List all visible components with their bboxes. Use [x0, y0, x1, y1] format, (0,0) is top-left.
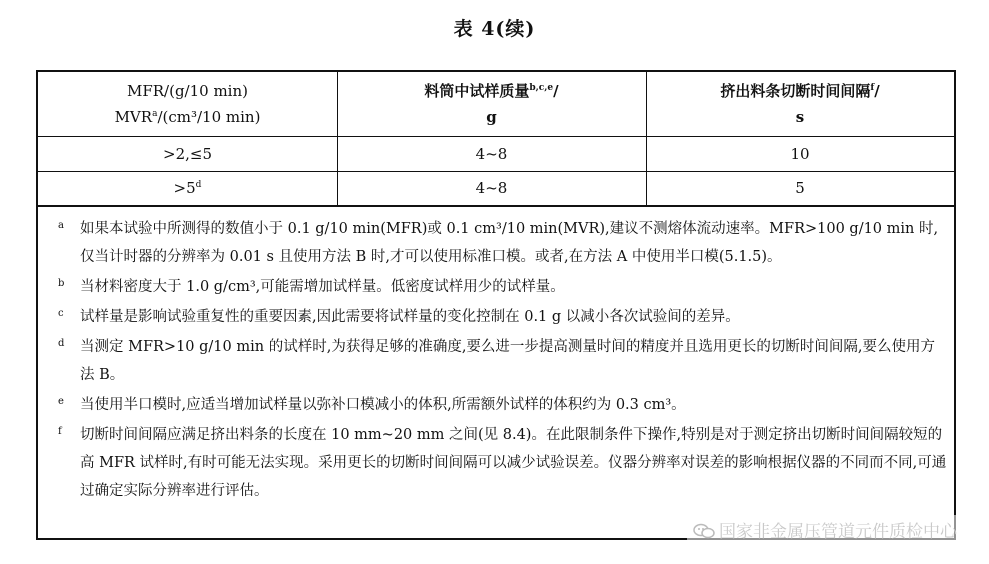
footnote-marker: f	[58, 426, 62, 437]
watermark	[687, 515, 963, 544]
table-row-1-mass: 4~8	[475, 145, 508, 163]
header-mass-line1: 料筒中试样质量$^{b,c,e}$/	[424, 82, 559, 100]
notes-divider	[38, 205, 954, 207]
footnote-text: 如果本试验中所测得的数值小于 0.1 g/10 min(MFR)或 0.1 cm³/10 min(MVR),建议不测熔体流动速率。MFR>100 g/10 min 时,仅当计时器的分辨率为 0.01 s 且使用方法 B 时,才可以使用标准口模。或者,在方法 A 中使用半口模(5.1.5)。	[80, 221, 939, 265]
wechat-icon	[693, 523, 715, 539]
table-row-1-interval: 10	[790, 145, 810, 163]
table-row-2-mass: 4~8	[475, 179, 508, 197]
footnote-marker: a	[58, 220, 64, 231]
header-cell-interval	[646, 78, 954, 130]
footnote-text: 试样量是影响试验重复性的重要因素,因此需要将试样量的变化控制在 0.1 g 以减小各次试验间的差异。	[80, 309, 740, 325]
footnote-d	[58, 333, 948, 389]
header-mfr-line1: MFR/(g/10 min)	[126, 82, 248, 100]
footnote-marker: b	[58, 278, 65, 289]
footnote-marker: c	[58, 308, 64, 319]
data-table	[36, 70, 956, 540]
header-interval-line1: 挤出料条切断时间间隔$^f$/	[720, 82, 880, 100]
header-divider	[38, 136, 954, 137]
footnote-text: 切断时间间隔应满足挤出料条的长度在 10 mm~20 mm 之间(见 8.4)。在此限制条件下操作,特别是对于测定挤出切断时间间隔较短的高 MFR 试样时,有时可能无法实现。采用更长的切断时间间隔可以减少试验误差。仪器分辨率对误差的影响根据仪器的不同而不同,可通过确定实际分辨率进行评估。	[80, 427, 947, 499]
header-cell-mass	[337, 78, 646, 130]
header-interval-unit: s	[795, 108, 805, 126]
header-cell-mfr	[38, 78, 337, 130]
row-divider	[38, 171, 954, 172]
footnote-b	[58, 273, 948, 301]
table-title: 表 4(续)	[453, 18, 536, 40]
footnote-marker: d	[58, 338, 65, 349]
footnote-f	[58, 421, 948, 505]
watermark-text: 国家非金属压管道元件质检中心	[719, 522, 957, 542]
header-mass-unit: g	[486, 108, 497, 126]
footnote-marker: e	[58, 396, 64, 407]
footnotes	[58, 215, 948, 507]
footnote-text: 当材料密度大于 1.0 g/cm³,可能需增加试样量。低密度试样用少的试样量。	[80, 279, 565, 295]
footnote-text: 当测定 MFR>10 g/10 min 的试样时,为获得足够的准确度,要么进一步提高测量时间的精度并且选用更长的切断时间间隔,要么使用方法 B。	[80, 339, 936, 383]
footnote-text: 当使用半口模时,应适当增加试样量以弥补口模减小的体积,所需额外试样的体积约为 0.3 cm³。	[80, 397, 686, 413]
header-mvr-line2: MVR$^a$/(cm³/10 min)	[114, 108, 261, 126]
table-row-2-range: $>5^d$	[173, 179, 202, 197]
table-row-2-interval: 5	[795, 179, 805, 197]
footnote-c	[58, 303, 948, 331]
table-row-1-range: >2,≤5	[163, 145, 212, 163]
footnote-a	[58, 215, 948, 271]
footnote-e	[58, 391, 948, 419]
